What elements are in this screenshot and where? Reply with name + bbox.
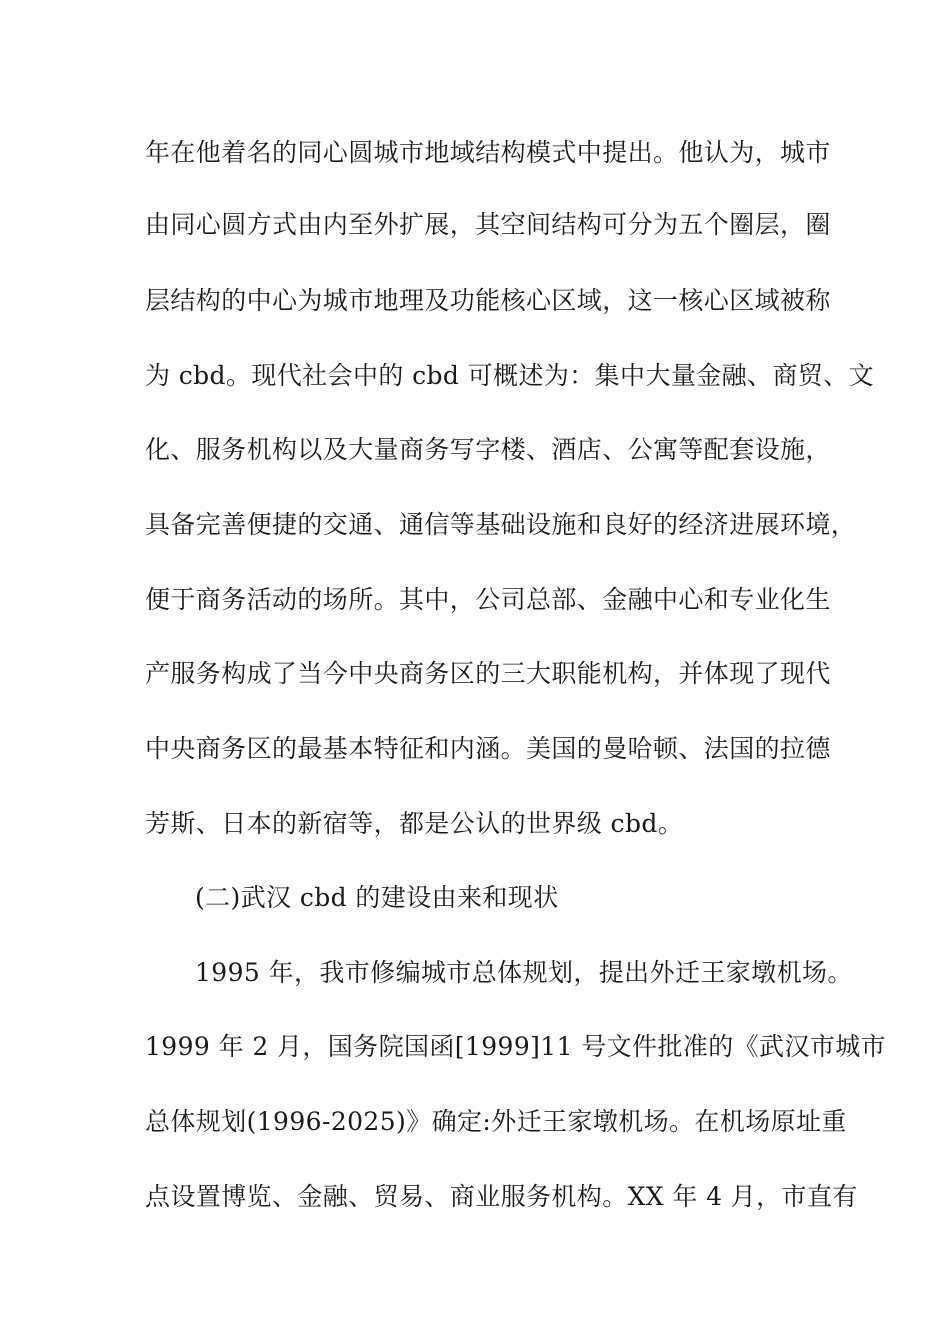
paragraph-line: 总体规划(1996-2025)》确定:外迁王家墩机场。在机场原址重 — [145, 1107, 847, 1136]
paragraph-line: 化、服务机构以及大量商务写字楼、酒店、公寓等配套设施， — [145, 435, 831, 464]
section-heading: (二)武汉 cbd 的建设由来和现状 — [195, 883, 559, 912]
paragraph-line: 层结构的中心为城市地理及功能核心区域，这一核心区域被称 — [145, 286, 831, 315]
paragraph-line: 芳斯、日本的新宿等，都是公认的世界级 cbd。 — [145, 809, 684, 838]
paragraph-line: 由同心圆方式由内至外扩展，其空间结构可分为五个圈层，圈 — [145, 210, 831, 239]
paragraph-line: 便于商务活动的场所。其中，公司总部、金融中心和专业化生 — [145, 585, 831, 614]
paragraph-line: 具备完善便捷的交通、通信等基础设施和良好的经济进展环境， — [145, 510, 857, 539]
paragraph-line: 年在他着名的同心圆城市地域结构模式中提出。他认为，城市 — [145, 138, 831, 167]
paragraph-line: 1995 年，我市修编城市总体规划，提出外迁王家墩机场。 — [195, 958, 853, 987]
paragraph-line: 点设置博览、金融、贸易、商业服务机构。XX 年 4 月，市直有 — [145, 1182, 858, 1211]
paragraph-line: 中央商务区的最基本特征和内涵。美国的曼哈顿、法国的拉德 — [145, 734, 831, 763]
paragraph-line: 产服务构成了当今中央商务区的三大职能机构，并体现了现代 — [145, 659, 831, 688]
paragraph-line: 1999 年 2 月，国务院国函[1999]11 号文件批准的《武汉市城市 — [145, 1032, 887, 1061]
paragraph-line: 为 cbd。现代社会中的 cbd 可概述为：集中大量金融、商贸、文 — [145, 361, 875, 390]
